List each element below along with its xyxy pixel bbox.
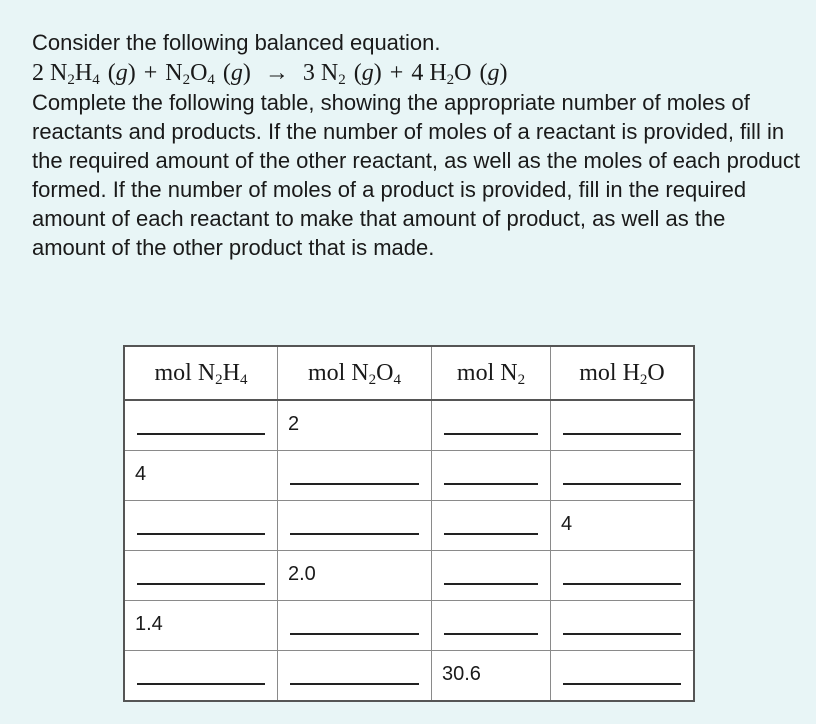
answer-cell-h2o xyxy=(551,651,695,702)
answer-blank[interactable] xyxy=(563,683,681,685)
problem-text xyxy=(32,28,802,262)
cell-value: 4 xyxy=(135,463,147,485)
lead-text: Consider the following balanced equation. xyxy=(32,30,441,55)
answer-blank[interactable] xyxy=(563,433,681,435)
given-value-n2h4 xyxy=(124,451,278,501)
answer-blank[interactable] xyxy=(290,533,419,535)
given-value-n2o4 xyxy=(278,400,432,451)
answer-blank[interactable] xyxy=(137,683,265,685)
answer-cell-n2 xyxy=(432,501,551,551)
coefficient-h2o: 4 xyxy=(411,60,424,86)
header-mol-n2: mol $N_2$ xyxy=(432,346,551,400)
answer-blank[interactable] xyxy=(444,433,538,435)
answer-cell-h2o xyxy=(551,551,695,601)
answer-cell-n2 xyxy=(432,601,551,651)
table-row xyxy=(124,601,694,651)
answer-blank[interactable] xyxy=(563,583,681,585)
header-mol-n2h4: mol $N_2H_4$ xyxy=(124,346,278,400)
answer-cell-n2o4 xyxy=(278,501,432,551)
table-header-row xyxy=(124,346,694,400)
given-value-n2h4 xyxy=(124,601,278,651)
header-mol-n2o4: mol $N_2O_4$ xyxy=(278,346,432,400)
answer-cell-n2 xyxy=(432,551,551,601)
answer-cell-h2o xyxy=(551,601,695,651)
answer-blank[interactable] xyxy=(290,633,419,635)
answer-blank[interactable] xyxy=(444,483,538,485)
answer-blank[interactable] xyxy=(137,583,265,585)
answer-cell-h2o xyxy=(551,451,695,501)
cell-value: 4 xyxy=(561,513,573,535)
answer-cell-n2h4 xyxy=(124,400,278,451)
answer-cell-n2o4 xyxy=(278,601,432,651)
header-mol-h2o: mol $H_2O$ xyxy=(551,346,695,400)
answer-blank[interactable] xyxy=(137,433,265,435)
answer-cell-n2h4 xyxy=(124,501,278,551)
reaction-arrow: → xyxy=(264,60,289,86)
answer-cell-n2 xyxy=(432,400,551,451)
cell-value: 2 xyxy=(288,413,300,435)
answer-blank[interactable] xyxy=(444,633,538,635)
answer-blank[interactable] xyxy=(444,583,538,585)
answer-cell-n2h4 xyxy=(124,551,278,601)
given-value-n2 xyxy=(432,651,551,702)
table-row xyxy=(124,400,694,451)
coefficient-n2: 3 xyxy=(302,60,315,86)
answer-blank[interactable] xyxy=(563,633,681,635)
instructions-text: Complete the following table, showing the appropriate number of moles of reactants and products. If the number of moles of a reactant is provided, fill in the required amount of the other reactant, as well as the moles of each product formed. If the number of moles of a product is provided, fill in the required amount of each reactant to make that amount of product, as well as the amount of the other product that is made. xyxy=(32,90,801,260)
answer-cell-n2h4 xyxy=(124,651,278,702)
answer-blank[interactable] xyxy=(444,533,538,535)
answer-cell-n2 xyxy=(432,451,551,501)
answer-blank[interactable] xyxy=(563,483,681,485)
answer-blank[interactable] xyxy=(290,683,419,685)
answer-blank[interactable] xyxy=(137,533,265,535)
table-row xyxy=(124,651,694,702)
answer-cell-n2o4 xyxy=(278,651,432,702)
answer-blank[interactable] xyxy=(290,483,419,485)
cell-value: 1.4 xyxy=(135,613,163,635)
table-row xyxy=(124,551,694,601)
answer-cell-n2o4 xyxy=(278,451,432,501)
cell-value: 2.0 xyxy=(288,563,316,585)
table-row xyxy=(124,451,694,501)
given-value-n2o4 xyxy=(278,551,432,601)
balanced-equation: 2 $N_2H_4$ $(g) + N_2O_4$ (g) → 3 $N_2$ (g) + 4 $H_2O$ (g) xyxy=(32,60,508,88)
moles-table xyxy=(123,345,695,702)
answer-cell-h2o xyxy=(551,400,695,451)
coefficient-n2h4: 2 xyxy=(32,60,44,86)
given-value-h2o xyxy=(551,501,695,551)
table-row xyxy=(124,501,694,551)
cell-value: 30.6 xyxy=(442,663,481,685)
